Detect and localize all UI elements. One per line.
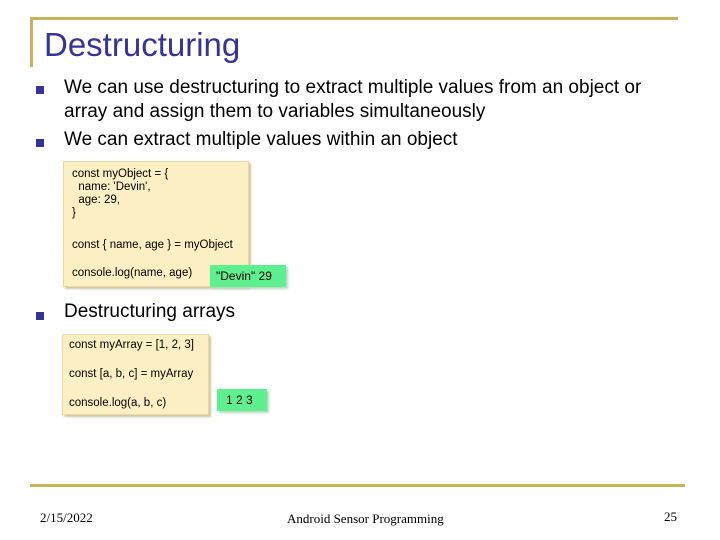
code-line: const { name, age } = myObject [72, 239, 233, 251]
bullet-text-3: Destructuring arrays [64, 301, 236, 322]
code-line: console.log(name, age) [72, 267, 193, 279]
footer-course: Android Sensor Programming [287, 511, 444, 526]
code-line: } [72, 207, 76, 219]
footer-page-number: 25 [664, 509, 677, 524]
code-line: console.log(a, b, c) [69, 397, 167, 409]
code-line: const myObject = { [72, 168, 169, 180]
bullet-text-1a: We can use destructuring to extract multiple values from an object or [64, 77, 642, 98]
array-code-box [62, 334, 209, 415]
bullet-square-icon [36, 86, 44, 94]
frame-bottom-rule [30, 484, 685, 487]
footer-date: 2/15/2022 [40, 510, 93, 525]
code-line: name: 'Devin', [72, 181, 151, 193]
code-line: const myArray = [1, 2, 3] [69, 339, 194, 351]
bullet-text-1b: array and assign them to variables simultaneously [64, 101, 486, 122]
frame-left-rule [30, 17, 33, 67]
bullet-square-icon [36, 312, 44, 320]
slide-title: Destructuring [44, 26, 241, 63]
bullet-square-icon [36, 139, 44, 147]
array-output-box: 1 2 3 [217, 389, 267, 411]
bullet-text-2: We can extract multiple values within an object [64, 129, 458, 150]
code-line: const [a, b, c] = myArray [69, 368, 194, 380]
frame-top-rule [30, 17, 678, 20]
code-line: age: 29, [72, 194, 120, 206]
object-output-box: "Devin" 29 [210, 265, 286, 287]
